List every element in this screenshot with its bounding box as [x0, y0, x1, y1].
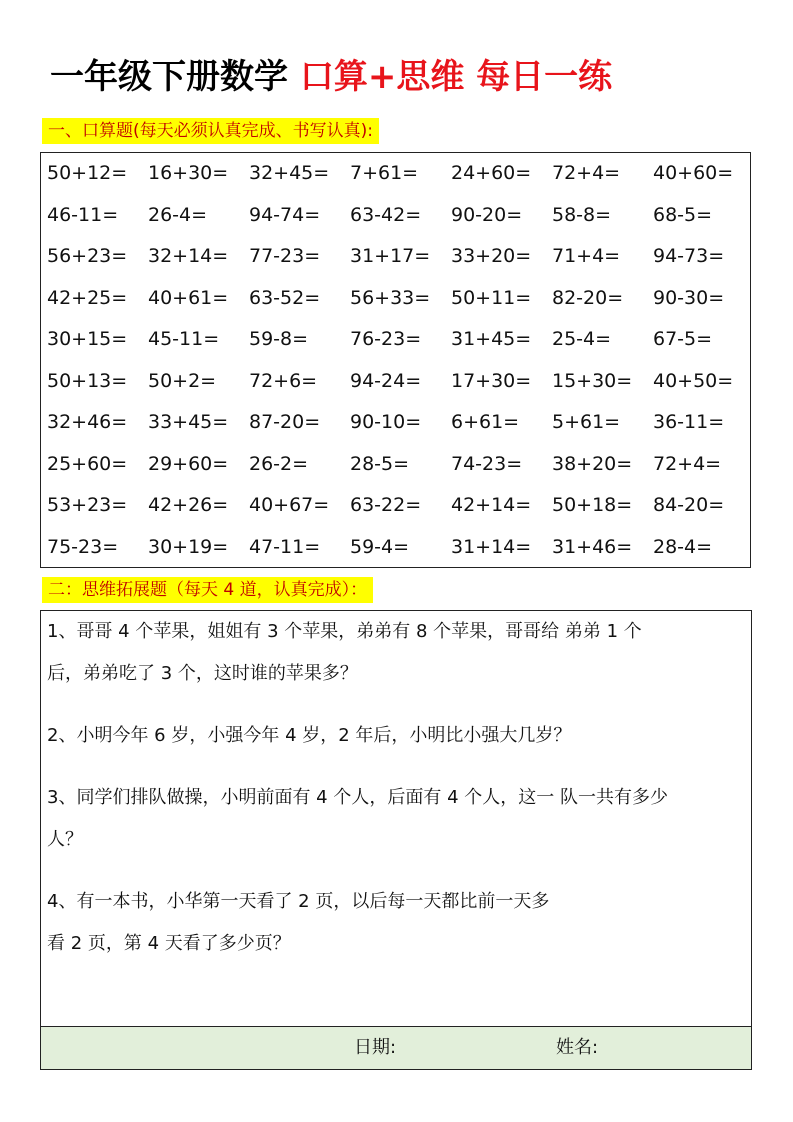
arithmetic-problem: 72+4=: [653, 452, 722, 475]
arithmetic-problem: 50+13=: [47, 369, 128, 392]
arithmetic-problem: 68-5=: [653, 203, 713, 226]
arithmetic-problem: 56+23=: [47, 245, 128, 267]
problem-item: [47, 881, 745, 965]
arithmetic-problem: 50+11=: [451, 286, 532, 309]
problem-text: 4、有一本书，小华第一天看了 2 页，以后每一天都比前一天多: [47, 891, 550, 912]
arithmetic-problem: 75-23=: [47, 535, 119, 558]
arithmetic-problem: 63-52=: [249, 286, 321, 309]
arithmetic-problem: 71+4=: [552, 245, 621, 267]
arithmetic-problem: 26-2=: [249, 452, 309, 475]
section1-heading: 一、口算题(每天必须认真完成、书写认真):: [42, 118, 379, 144]
arithmetic-problem: 42+25=: [47, 286, 128, 309]
thinking-box: [40, 610, 752, 1070]
arithmetic-problem: 15+30=: [552, 369, 633, 392]
arithmetic-problem: 94-24=: [350, 369, 422, 392]
problem-text: 3、同学们排队做操，小明前面有 4 个人，后面有 4 个人，这一 队一共有多少: [47, 787, 668, 808]
arithmetic-problem: 84-20=: [653, 494, 725, 516]
arithmetic-problem: 6+61=: [451, 411, 520, 433]
arithmetic-problem: 72+6=: [249, 369, 318, 392]
arithmetic-problem: 42+26=: [148, 494, 229, 516]
arithmetic-problem: 31+46=: [552, 535, 633, 558]
arithmetic-problem: 5+61=: [552, 411, 621, 433]
section2-heading: 二：思维拓展题（每天 4 道，认真完成）：: [42, 577, 373, 603]
arithmetic-problem: 32+14=: [148, 245, 229, 267]
arithmetic-problem: 47-11=: [249, 535, 321, 558]
arithmetic-problem: 82-20=: [552, 286, 624, 309]
arithmetic-problem: 25+60=: [47, 452, 128, 475]
arithmetic-problem: 29+60=: [148, 452, 229, 475]
arithmetic-problem: 25-4=: [552, 328, 612, 350]
arithmetic-problem: 36-11=: [653, 411, 725, 433]
arithmetic-problem: 16+30=: [148, 162, 229, 184]
arithmetic-problem: 26-4=: [148, 203, 208, 226]
arithmetic-problem: 90-30=: [653, 286, 725, 309]
problem-text: 人？: [47, 829, 83, 850]
arithmetic-problem: 32+46=: [47, 411, 128, 433]
arithmetic-problem: 28-5=: [350, 452, 410, 475]
title-highlight: 口算+思维 每日一练: [299, 57, 613, 97]
arithmetic-problem: 74-23=: [451, 452, 523, 475]
arithmetic-problem: 46-11=: [47, 203, 119, 226]
arithmetic-problem: 28-4=: [653, 535, 713, 558]
arithmetic-problem: 40+61=: [148, 286, 229, 309]
arithmetic-problem: 40+50=: [653, 369, 734, 392]
arithmetic-problem: 7+61=: [350, 162, 419, 184]
arithmetic-problem: 77-23=: [249, 245, 321, 267]
problem-list: [47, 611, 745, 965]
arithmetic-problem: 42+14=: [451, 494, 532, 516]
problem-text: 看 2 页，第 4 天看了多少页？: [47, 933, 291, 954]
arithmetic-problem: 31+14=: [451, 535, 532, 558]
arithmetic-problem: 56+33=: [350, 286, 431, 309]
arithmetic-problem: 58-8=: [552, 203, 612, 226]
arithmetic-problem: 24+60=: [451, 162, 532, 184]
arithmetic-problem: 30+19=: [148, 535, 229, 558]
arithmetic-problem: 63-22=: [350, 494, 422, 516]
arithmetic-box: [40, 152, 751, 568]
arithmetic-problem: 33+45=: [148, 411, 229, 433]
arithmetic-problem: 87-20=: [249, 411, 321, 433]
arithmetic-problem: 50+12=: [47, 162, 128, 184]
arithmetic-problem: 94-73=: [653, 245, 725, 267]
arithmetic-problem: 17+30=: [451, 369, 532, 392]
arithmetic-problem: 32+45=: [249, 162, 330, 184]
arithmetic-problem: 33+20=: [451, 245, 532, 267]
problem-text: 后，弟弟吃了 3 个，这时谁的苹果多？: [47, 663, 358, 684]
arithmetic-problem: 38+20=: [552, 452, 633, 475]
problem-text: 2、小明今年 6 岁，小强今年 4 岁，2 年后，小明比小强大几岁？: [47, 725, 572, 746]
arithmetic-problem: 53+23=: [47, 494, 128, 516]
name-label: 姓名:: [556, 1037, 599, 1058]
arithmetic-problem: 50+2=: [148, 369, 217, 392]
arithmetic-problem: 76-23=: [350, 328, 422, 350]
arithmetic-problem: 30+15=: [47, 328, 128, 350]
date-label: 日期:: [354, 1037, 397, 1058]
arithmetic-problem: 31+45=: [451, 328, 532, 350]
arithmetic-problem: 94-74=: [249, 203, 321, 226]
problem-text: 1、哥哥 4 个苹果，姐姐有 3 个苹果，弟弟有 8 个苹果，哥哥给 弟弟 1 个: [47, 621, 642, 642]
title-main: 一年级下册数学: [50, 57, 300, 97]
arithmetic-problem: 45-11=: [148, 328, 220, 350]
arithmetic-problem: 59-8=: [249, 328, 309, 350]
problem-item: [47, 715, 745, 757]
arithmetic-problem: 90-20=: [451, 203, 523, 226]
footer-bar: [41, 1026, 751, 1069]
arithmetic-problem: 40+67=: [249, 494, 330, 516]
page-title: [50, 52, 612, 102]
arithmetic-problem: 40+60=: [653, 162, 734, 184]
arithmetic-problem: 50+18=: [552, 494, 633, 516]
arithmetic-grid: [47, 153, 750, 567]
arithmetic-problem: 59-4=: [350, 535, 410, 558]
arithmetic-problem: 72+4=: [552, 162, 621, 184]
arithmetic-problem: 31+17=: [350, 245, 431, 267]
problem-item: [47, 777, 745, 861]
arithmetic-problem: 63-42=: [350, 203, 422, 226]
arithmetic-problem: 67-5=: [653, 328, 713, 350]
arithmetic-problem: 90-10=: [350, 411, 422, 433]
problem-item: [47, 611, 745, 695]
